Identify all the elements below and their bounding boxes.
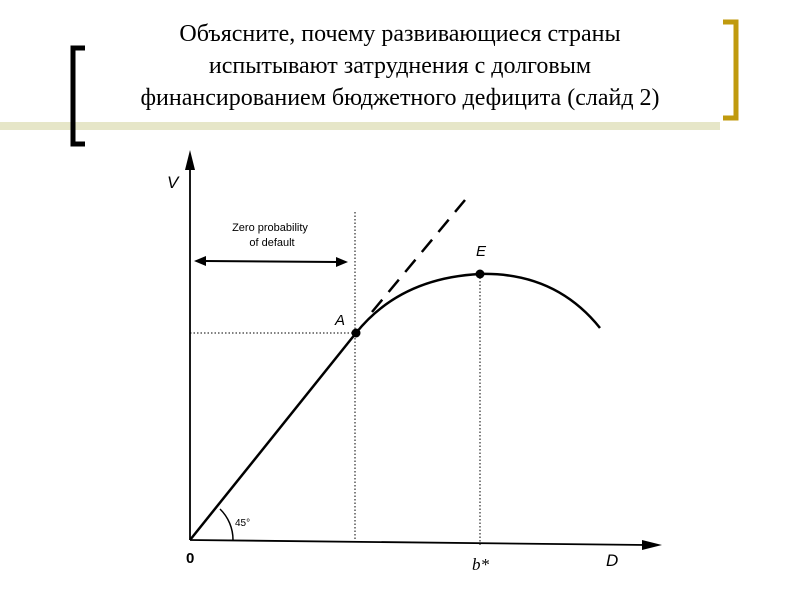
b-star-label: b*: [472, 555, 489, 574]
origin-label: 0: [186, 550, 195, 567]
point-a-label: A: [335, 312, 346, 329]
forty-five-degree-line: [190, 333, 356, 540]
angle-arc: [220, 509, 233, 540]
point-e-marker: [476, 270, 485, 279]
dashed-extension-line: [372, 200, 465, 312]
slide-title-line-1: Объясните, почему развивающиеся страны: [179, 21, 621, 47]
zone-label-line-2: of default: [249, 237, 295, 249]
slide-title-line-2: испытывают затруднения с долговым: [208, 53, 592, 79]
point-a-marker: [352, 329, 361, 338]
value-curve: [356, 274, 600, 333]
x-axis-label: D: [606, 551, 619, 570]
y-axis-arrowhead-icon: [185, 150, 195, 170]
title-underline-bar: [0, 122, 720, 130]
slide-title-line-3: финансированием бюджетного дефицита (слайд 2): [140, 85, 660, 111]
right-bracket-icon: [723, 22, 736, 118]
zone-arrow-left-icon: [194, 256, 206, 266]
x-axis: [190, 540, 648, 545]
zone-arrow-right-icon: [336, 257, 348, 267]
angle-label: 45°: [235, 518, 251, 529]
x-axis-arrowhead-icon: [642, 540, 662, 550]
point-e-label: E: [476, 243, 487, 260]
y-axis-label: V: [167, 173, 179, 192]
slide-title: [120, 18, 680, 114]
zone-double-arrow: [204, 261, 338, 262]
zone-label-line-1: Zero probability: [232, 222, 308, 234]
